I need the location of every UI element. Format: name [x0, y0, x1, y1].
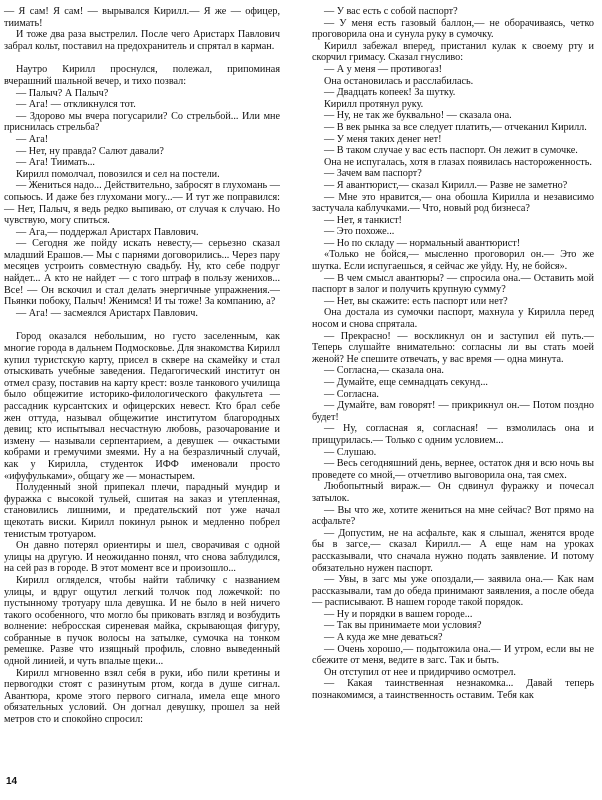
- paragraph: — Жениться надо... Действительно, забросят в глухомань — сопьюсь. И даже без глухомани могу...— И тут же поправился:— Нет, Палыч, я ведь редко выпиваю, от случая к случаю. Но чувствую, могу спиться.: [4, 180, 280, 227]
- paragraph: — Увы, в загс мы уже опоздали,— заявила она.— Как нам рассказывали, там до обеда принимают заявления, а после обеда — расписывают. В нашем городе такой порядок.: [312, 574, 594, 609]
- paragraph: — Палыч? А Палыч?: [16, 87, 109, 99]
- paragraph: — Вы что же, хотите жениться на мне сейчас? Вот прямо на асфальте?: [312, 504, 594, 528]
- paragraph: Кирилл протянул руку.: [324, 98, 424, 110]
- paragraph: — Ну и порядки в вашем городе...: [324, 608, 473, 620]
- paragraph: Полуденный зной припекал плечи, парадный мундир и фуражка с высокой тульей, сшитая на заказ и утепленная, становились лишними, и предательский пот уже начал щекотать виски. Кирилл покинул рынок и медленно побрел тенистым тротуаром.: [4, 482, 280, 540]
- paragraph: И тоже два раза выстрелил. После чего Аристарх Павлович забрал кольт, поставил на предохранитель и спрятал в карман.: [4, 29, 280, 52]
- paragraph: — Ну, согласная я, согласная! — взмолилась она и прищурилась.— Только с одним условием...: [312, 423, 594, 446]
- paragraph: Кирилл огляделся, чтобы найти табличку с названием улицы, и вдруг ощутил легкий толчок под ложечкой: по пустынному тротуару шла девушка. И не было в ней ничего такого особенного, что могло бы приковать взгляд и возбудить волнение: небросская сиреневая майка, скрывающая фигуру, собранные в пучок волосы на затылке, сумочка на тонком ремешке. Разве что изящный профиль, словно выведенный одной линией, и чуть впалые щеки...: [4, 574, 280, 668]
- paragraph: — А куда же мне деваться?: [324, 632, 443, 644]
- paragraph: — У вас есть с собой паспорт?: [324, 6, 458, 17]
- paragraph: — Какая таинственная незнакомка... Давай теперь познакомимся, а таинственность оставим. Тебя как: [312, 678, 594, 702]
- paragraph: — Нет, вы скажите: есть паспорт или нет?: [324, 295, 508, 307]
- paragraph: — Думайте, вам говорят! — прикрикнул он.— Потом поздно будет!: [312, 400, 594, 423]
- paragraph: — В таком случае у вас есть паспорт. Он лежит в сумочке.: [324, 145, 578, 157]
- paragraph: — Ага! — откликнулся тот.: [16, 99, 136, 111]
- paragraph: — Мне это нравится,— она обошла Кирилла и независимо застучала каблучками.— Что, новый род бизнеса?: [312, 191, 594, 215]
- paragraph: — Думайте, еще семнадцать секунд...: [324, 377, 488, 388]
- paragraph: — Но по складу — нормальный авантюрист!: [324, 237, 521, 249]
- right-text-column: [312, 6, 594, 702]
- paragraph: — Допустим, не на асфальте, как я слышал, женятся вроде бы в загсе,— сказал Кирилл.— А еще нам на уроках рассказывали, что сначала нужно подать заявление. И потому обязательно нужен паспорт.: [312, 527, 594, 574]
- paragraph: — Ага!: [16, 133, 49, 145]
- paragraph: — В чем смысл авантюры? — спросила она.— Оставить мой паспорт в залог и получить крупную сумму?: [312, 272, 594, 296]
- paragraph: — Согласна,— сказала она.: [324, 365, 444, 377]
- paragraph: — Сегодня же пойду искать невесту,— серьезно сказал младший Ерашов.— Мы с парнями договорились... Через пару месяцев устроить совместную свадьбу. Ну, кто себе подруг найдет... А кто не найдет — с того штраф в пользу женихов... Все! — Он вскочил и стал делать энергичные упражнения.— Пьянки побоку, Палыч! Женимся! И ты тоже! За компанию, а?: [4, 238, 280, 308]
- paragraph: Она не испугалась, хотя в глазах появилась настороженность.: [324, 156, 592, 168]
- paragraph: Она достала из сумочки паспорт, махнула у Кирилла перед носом и снова спрятала.: [312, 307, 594, 331]
- paragraph: — А у меня — противогаз!: [324, 63, 443, 75]
- paragraph: — У меня таких денег нет!: [324, 133, 442, 145]
- paragraph: Кирилл помолчал, повозился и сел на постели.: [16, 168, 220, 180]
- paragraph: — Так вы принимаете мои условия?: [324, 620, 482, 632]
- paragraph: Он отступил от нее и придирчиво осмотрел.: [324, 666, 516, 678]
- paragraph: — Я авантюрист,— сказал Кирилл.— Разве не заметно?: [324, 179, 568, 191]
- paragraph: Он давно потерял ориентиры и шел, сворачивая с одной улицы на другую. И неожиданно понял, что снова заблудился, на сей раз в городе. В этот момент все и произошло...: [4, 540, 280, 575]
- paragraph: — Ага,— поддержал Аристарх Павлович.: [16, 226, 199, 238]
- paragraph: — Весь сегодняшний день, вернее, остаток дня и всю ночь вы проведете со мной,— отчетливо выговорила она, тая смех.: [312, 458, 594, 481]
- paragraph: — Здорово мы вчера погусарили? Со стрельбой... Или мне приснилась стрельба?: [4, 110, 280, 134]
- paragraph: — Слушаю.: [324, 446, 377, 458]
- paragraph: — Очень хорошо,— подытожила она.— И утром, если вы не сбежите от меня, ведите в загс. Так и быть.: [312, 643, 594, 667]
- left-text-column: [4, 6, 280, 726]
- paragraph: Город оказался небольшим, но густо заселенным, как многие города в дальнем Подмосковье. Для знакомства Кирилл купил туристскую карту, присел в сквере на скамейку и стал отыскивать учебные заведения. Педагогический институт он отмел сразу, поставив на карту крест: возле танкового училища было общежитие историко-филологического факультета — рассадник курсантских и офицерских невест. Кто брал себе жен оттуда, называл общежитие институтом благородных девиц; кто испытывал несчастную любовь, разочарование и измену — называли серпентарием, а девушек — очкастыми кобрами и гремучими змеями. Ну а на безразличный случай, как у Кирилла, студенток ИФФ именовали просто «ифуфульками», общагу же — монастырем.: [4, 331, 280, 482]
- paragraph: — Это похоже...: [324, 226, 395, 238]
- paragraph: Наутро Кирилл проснулся, полежал, припоминая вчерашний шальной вечер, и тихо позвал:: [4, 64, 280, 87]
- paragraph: — Согласна.: [324, 388, 379, 400]
- paragraph: — Ага! Тиимать...: [16, 157, 95, 169]
- paragraph: — У меня есть газовый баллон,— не оборачиваясь, четко проговорила она и сунула руку в сумочку.: [312, 17, 594, 41]
- paragraph: — Прекрасно! — воскликнул он и заступил ей путь.— Теперь слушайте внимательно: согласны ли вы стать моей женой? Не спешите отвечать, у вас время — одна минута.: [312, 330, 594, 365]
- paragraph: — Зачем вам паспорт?: [324, 168, 422, 180]
- paragraph: — Нет, ну правда? Салют давали?: [16, 145, 164, 157]
- paragraph: «Только не бойся,— мысленно проговорил он.— Это же шутка. Если испугаешься, я сейчас же уйду. Ну, не бойся».: [312, 249, 594, 273]
- paragraph: — В век рынка за все следует платить,— отчеканил Кирилл.: [324, 121, 587, 133]
- paragraph: Любопытный вираж.— Он сдвинул фуражку и почесал затылок.: [312, 481, 594, 504]
- paragraph: Кирилл мгновенно взял себя в руки, ибо пили кретины и первогодки стоят с разинутым ртом, когда в душе сигнал. Авантюра, кроме этого первого сигнала, имела еще много обязательных условий. Он догнал девушку, прошел за ней метров сто и спокойно спросил:: [4, 667, 280, 726]
- paragraph: — Ага! — засмеялся Аристарх Павлович.: [16, 307, 198, 319]
- paragraph: Кирилл забежал вперед, пристанил кулак к своему рту и скорчил гримасу. Сказал гнусливо:: [312, 40, 594, 64]
- paragraph: — Нет, я танкист!: [324, 214, 402, 226]
- paragraph: — Двадцать копеек! За шутку.: [324, 87, 456, 99]
- paragraph: — Ну, не так же буквально! — сказала она.: [324, 110, 512, 122]
- paragraph: — Я сам! Я сам! — вырывался Кирилл.— Я же — офицер, тиимать!: [4, 6, 280, 29]
- page-number: 14: [6, 776, 18, 787]
- paragraph: Она остановилась и расслабилась.: [324, 75, 474, 87]
